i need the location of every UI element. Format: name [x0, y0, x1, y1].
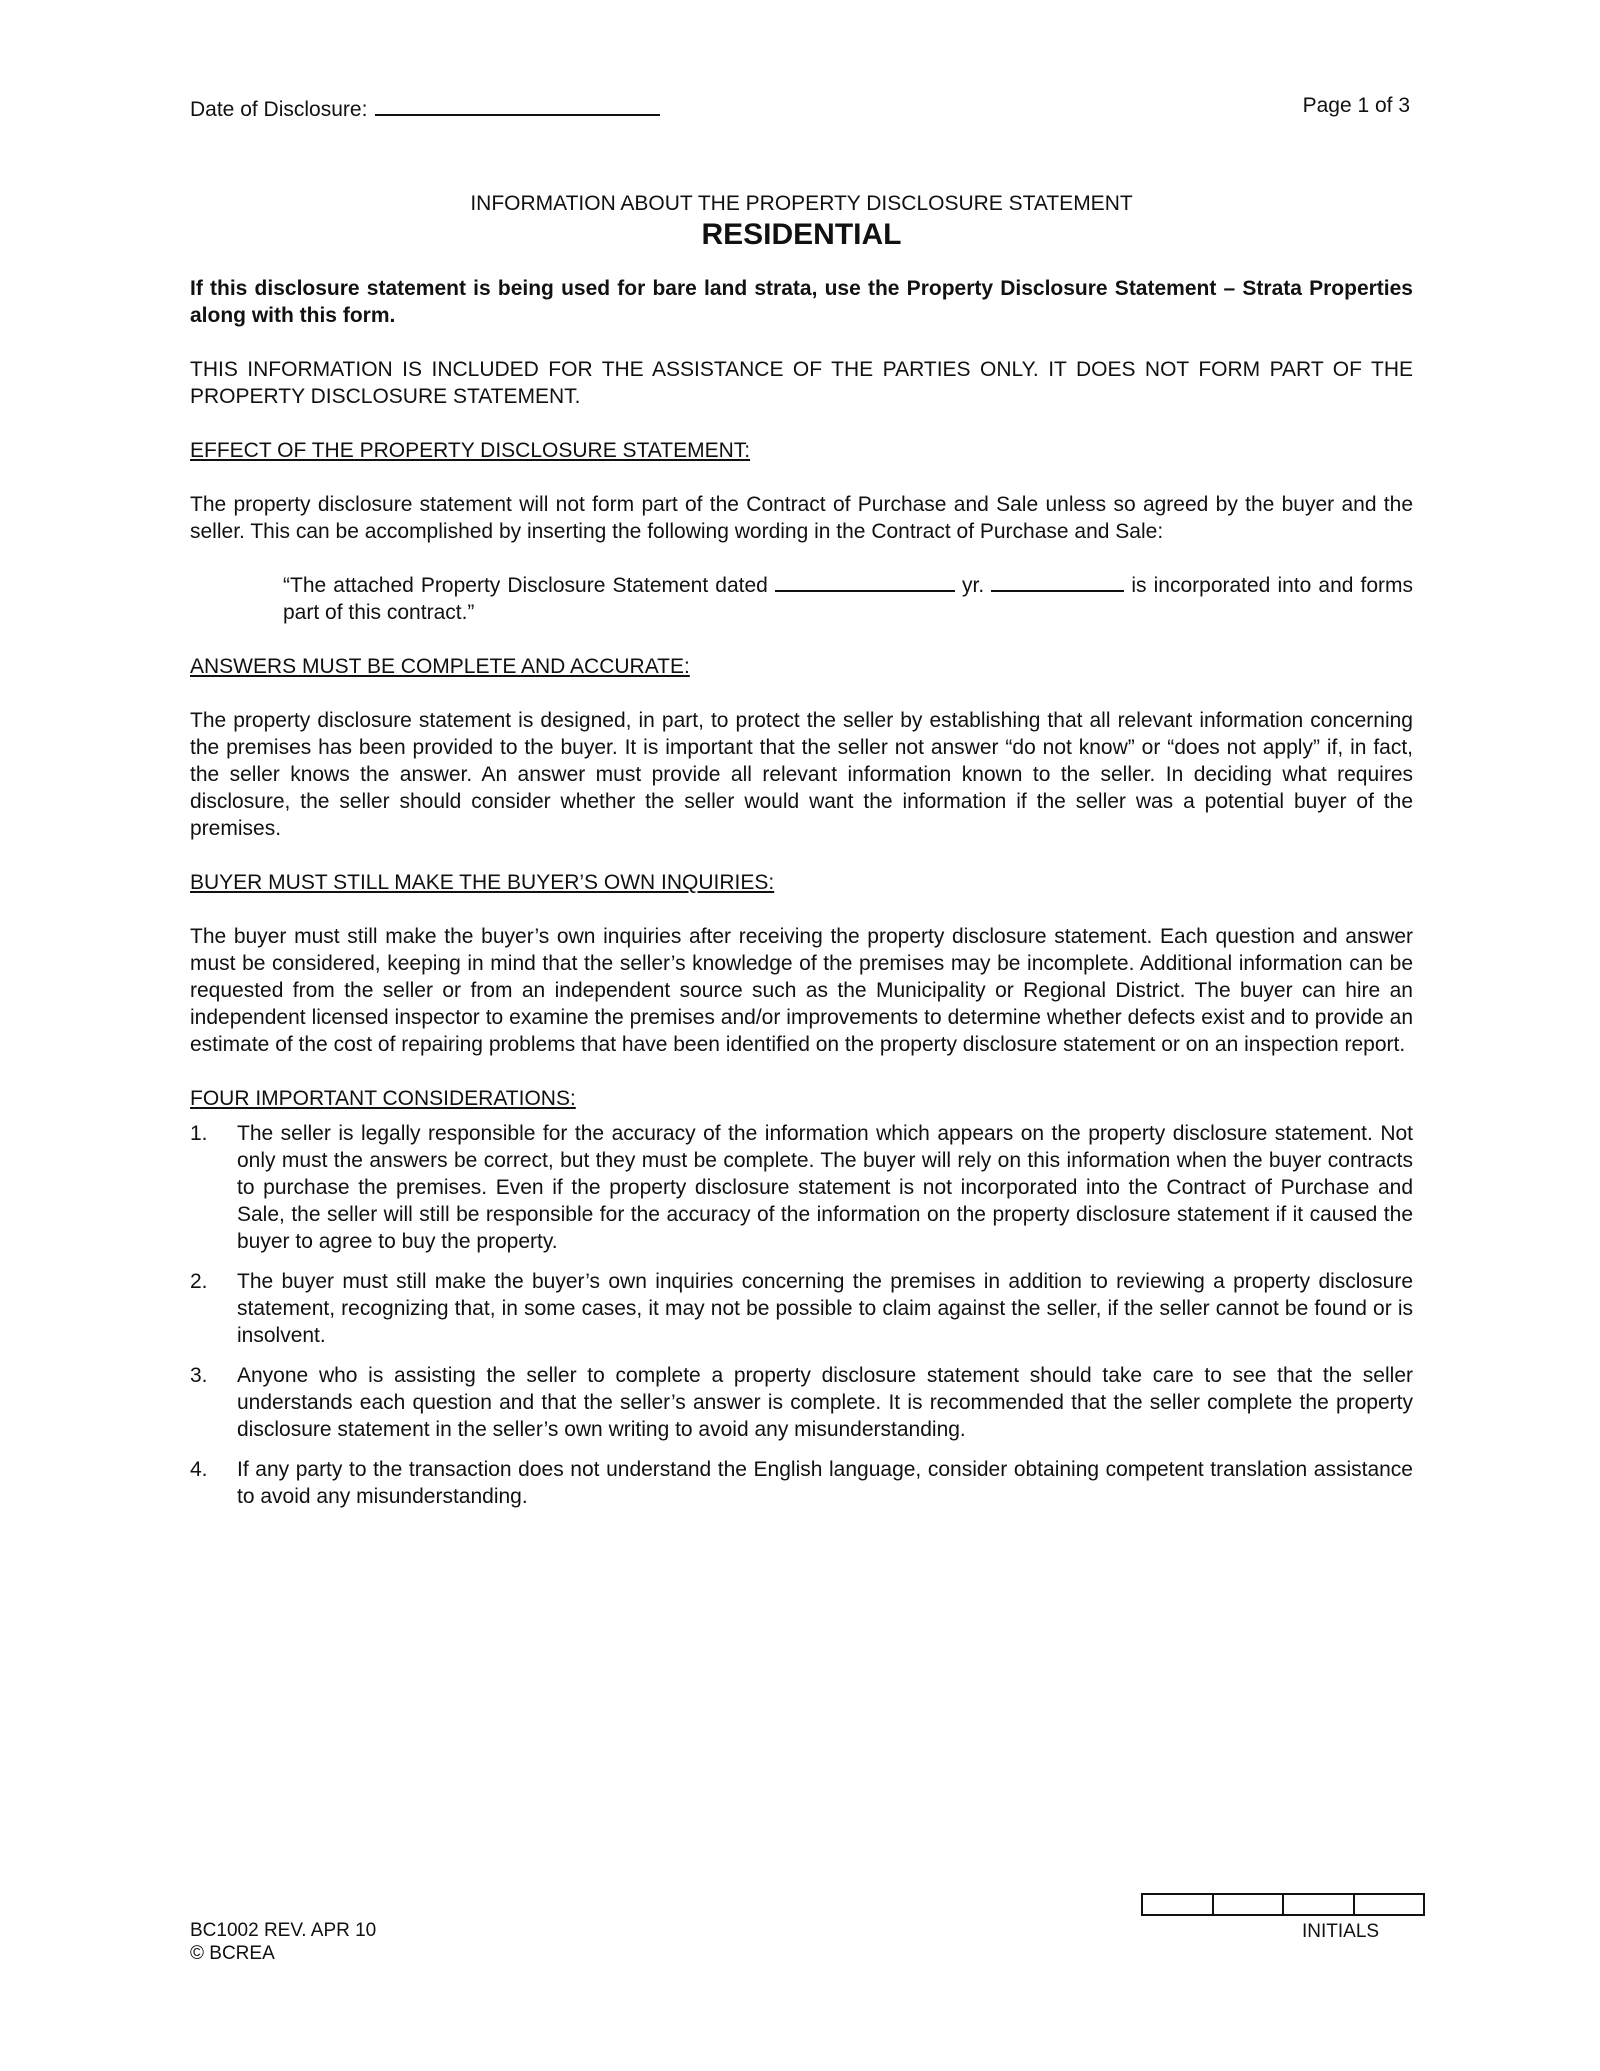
- page-header: [190, 94, 1410, 122]
- buyer-heading: BUYER MUST STILL MAKE THE BUYER’S OWN INQUIRIES:: [190, 871, 775, 894]
- initials-cell[interactable]: [1355, 1895, 1424, 1914]
- strata-notice: If this disclosure statement is being used for bare land strata, use the Property Disclosure Statement – Strata Properties along with this form.: [190, 277, 1413, 327]
- list-item-number: 4.: [190, 1458, 208, 1481]
- effect-heading: EFFECT OF THE PROPERTY DISCLOSURE STATEMENT:: [190, 439, 751, 462]
- list-item-number: 1.: [190, 1122, 208, 1145]
- page-footer: [190, 1919, 376, 1965]
- quote-text-end: is incorporated into and forms part of this contract.”: [283, 574, 1414, 624]
- date-label: Date of Disclosure:: [190, 98, 368, 121]
- initials-cell[interactable]: [1284, 1895, 1355, 1914]
- initials-label: INITIALS: [1302, 1921, 1380, 1942]
- document-body: [190, 190, 1413, 1523]
- list-item: [190, 1456, 1413, 1510]
- list-item-text: If any party to the transaction does not understand the English language, consider obtaining competent translation assistance to avoid any misunderstanding.: [237, 1458, 1413, 1508]
- list-item: [190, 1362, 1413, 1443]
- quote-text-start: “The attached Property Disclosure Statement dated: [283, 574, 768, 597]
- document-title: RESIDENTIAL: [701, 218, 902, 251]
- effect-body: The property disclosure statement will not form part of the Contract of Purchase and Sale unless so agreed by the buyer and the seller. This can be accomplished by inserting the following wording in the Contract of Purchase and Sale:: [190, 493, 1413, 543]
- copyright-notice: © BCREA: [190, 1943, 275, 1964]
- quote-text-yr: yr.: [962, 574, 985, 597]
- contract-wording-quote: [283, 572, 1413, 626]
- page-number: Page 1 of 3: [1302, 94, 1410, 117]
- date-of-disclosure: [190, 94, 660, 122]
- initials-cell[interactable]: [1214, 1895, 1285, 1914]
- assistance-note: THIS INFORMATION IS INCLUDED FOR THE ASSISTANCE OF THE PARTIES ONLY. IT DOES NOT FORM PART OF THE PROPERTY DISCLOSURE STATEMENT.: [190, 358, 1413, 408]
- list-item-number: 2.: [190, 1270, 208, 1293]
- list-item-text: The seller is legally responsible for the accuracy of the information which appears on the property disclosure statement. Not only must the answers be correct, but they must be complete. The buyer will rely on this information when the buyer contracts to purchase the premises. Even if the property disclosure statement is not incorporated into the Contract of Purchase and Sale, the seller will still be responsible for the accuracy of the information on the property disclosure statement if it caused the buyer to agree to buy the property.: [237, 1122, 1413, 1253]
- dated-blank-field[interactable]: [775, 572, 955, 592]
- list-item-text: Anyone who is assisting the seller to complete a property disclosure statement should take care to see that the seller understands each question and that the seller’s answer is complete. It is recommended that the seller complete the property disclosure statement in the seller’s own writing to avoid any misunderstanding.: [237, 1364, 1413, 1441]
- answers-body: The property disclosure statement is designed, in part, to protect the seller by establishing that all relevant information concerning the premises has been provided to the buyer. It is important that the seller not answer “do not know” or “does not apply” if, in fact, the seller knows the answer. An answer must provide all relevant information known to the seller. In deciding what requires disclosure, the seller should consider whether the seller would want the information if the seller was a potential buyer of the premises.: [190, 709, 1413, 840]
- considerations-list: [190, 1120, 1413, 1510]
- considerations-heading: FOUR IMPORTANT CONSIDERATIONS:: [190, 1087, 576, 1110]
- form-code: BC1002 REV. APR 10: [190, 1920, 377, 1941]
- list-item-number: 3.: [190, 1364, 208, 1387]
- buyer-body: The buyer must still make the buyer’s own inquiries after receiving the property disclosure statement. Each question and answer must be considered, keeping in mind that the seller’s knowledge of the premises may be incomplete. Additional information can be requested from the seller or from an independent source such as the Municipality or Regional District. The buyer can hire an independent licensed inspector to examine the premises and/or improvements to determine whether defects exist and to provide an estimate of the cost of repairing problems that have been identified on the property disclosure statement or on an inspection report.: [190, 925, 1413, 1056]
- list-item: [190, 1120, 1413, 1255]
- answers-heading: ANSWERS MUST BE COMPLETE AND ACCURATE:: [190, 655, 690, 678]
- document-subtitle: INFORMATION ABOUT THE PROPERTY DISCLOSURE STATEMENT: [470, 192, 1133, 215]
- list-item: [190, 1268, 1413, 1349]
- initials-cell[interactable]: [1143, 1895, 1214, 1914]
- year-blank-field[interactable]: [991, 572, 1124, 592]
- date-blank-field[interactable]: [375, 94, 660, 116]
- list-item-text: The buyer must still make the buyer’s own inquiries concerning the premises in addition to reviewing a property disclosure statement, recognizing that, in some cases, it may not be possible to claim against the seller, if the seller cannot be found or is insolvent.: [237, 1270, 1413, 1347]
- initials-boxes: [1141, 1893, 1425, 1916]
